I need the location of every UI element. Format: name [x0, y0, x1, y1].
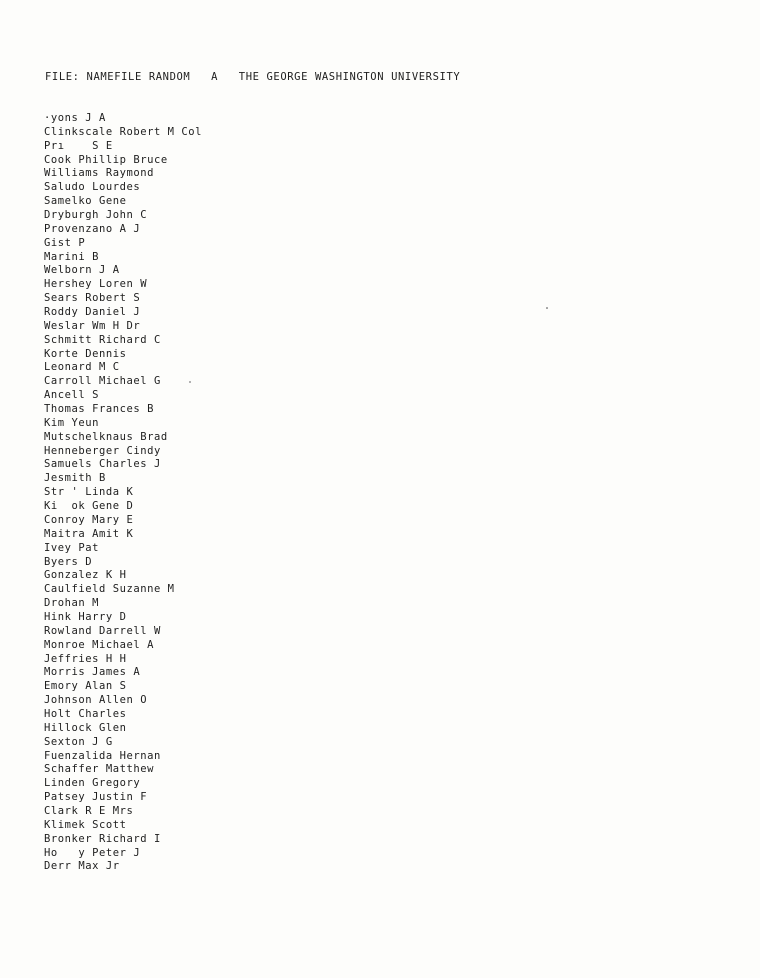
- name-entry: Thomas Frances B: [44, 403, 154, 416]
- name-entry: Carroll Michael G: [44, 375, 161, 388]
- name-entry: Ivey Pat: [44, 541, 99, 554]
- name-entry: Maitra Amit K: [44, 527, 134, 540]
- name-entry: Monroe Michael A: [44, 638, 154, 651]
- name-entry: Rowland Darrell W: [44, 624, 161, 637]
- name-entry: Emory Alan S: [44, 680, 127, 693]
- name-entry: Clark R E Mrs: [44, 804, 134, 817]
- name-entry: Hink Harry D: [44, 610, 127, 623]
- name-entry: Schaffer Matthew: [44, 763, 154, 776]
- name-entry: Hershey Loren W: [44, 278, 148, 291]
- paper-speck: [546, 307, 548, 309]
- name-entry: Drohan M: [44, 597, 99, 610]
- name-entry: Kim Yeun: [44, 416, 99, 429]
- name-entry: Derr Max Jr: [44, 860, 120, 873]
- file-header: FILE: NAMEFILE RANDOM A THE GEORGE WASHINGTON UNIVERSITY: [45, 71, 461, 83]
- name-entry: Dryburgh John C: [44, 209, 148, 222]
- name-entry: Morris James A: [44, 666, 141, 679]
- name-entry: Henneberger Cindy: [44, 444, 161, 457]
- name-entry: Leonard M C: [44, 361, 120, 374]
- name-entry: Bronker Richard I: [44, 832, 161, 845]
- name-entry: Ho y Peter J: [44, 846, 141, 859]
- name-entry: Byers D: [44, 555, 93, 568]
- name-entry: Williams Raymond: [44, 167, 154, 180]
- name-entry: Saludo Lourdes: [44, 181, 141, 194]
- name-entry: Fuenzalida Hernan: [44, 749, 161, 762]
- name-entry: Clinkscale Robert M Col: [44, 125, 203, 138]
- name-entry: Sears Robert S: [44, 292, 141, 305]
- name-entry: Hillock Glen: [44, 721, 127, 734]
- name-entry: Gonzalez K H: [44, 569, 127, 582]
- name-list: [44, 112, 202, 874]
- name-entry: Mutschelknaus Brad: [44, 430, 168, 443]
- name-entry: Johnson Allen O: [44, 694, 148, 707]
- name-entry: Conroy Mary E: [44, 513, 134, 526]
- name-entry: Schmitt Richard C: [44, 333, 161, 346]
- name-entry: Sexton J G: [44, 735, 113, 748]
- name-entry: Holt Charles: [44, 707, 127, 720]
- name-entry: Linden Gregory: [44, 777, 141, 790]
- name-entry: Str ' Linda K: [44, 486, 134, 499]
- name-entry: ·yons J A: [44, 112, 106, 124]
- name-entry: Cook Phillip Bruce: [44, 153, 168, 166]
- name-entry: Samelko Gene: [44, 195, 127, 208]
- name-entry: Jesmith B: [44, 472, 106, 485]
- name-entry: Roddy Daniel J: [44, 306, 141, 319]
- paper-speck: [189, 381, 191, 383]
- name-entry: Korte Dennis: [44, 347, 127, 360]
- name-entry: Caulfield Suzanne M: [44, 583, 175, 596]
- name-entry: Patsey Justin F: [44, 791, 148, 804]
- name-entry: Prı S E: [44, 139, 113, 152]
- name-entry: Ki ok Gene D: [44, 500, 134, 513]
- name-entry: Welborn J A: [44, 264, 120, 277]
- name-entry: Weslar Wm H Dr: [44, 319, 141, 332]
- name-entry: Gist P: [44, 236, 86, 249]
- name-entry: Samuels Charles J: [44, 458, 161, 471]
- name-entry: Marini B: [44, 250, 99, 263]
- name-entry: Provenzano A J: [44, 222, 141, 235]
- name-entry: Klimek Scott: [44, 818, 127, 831]
- name-entry: Jeffries H H: [44, 652, 127, 665]
- name-entry: Ancell S: [44, 389, 99, 402]
